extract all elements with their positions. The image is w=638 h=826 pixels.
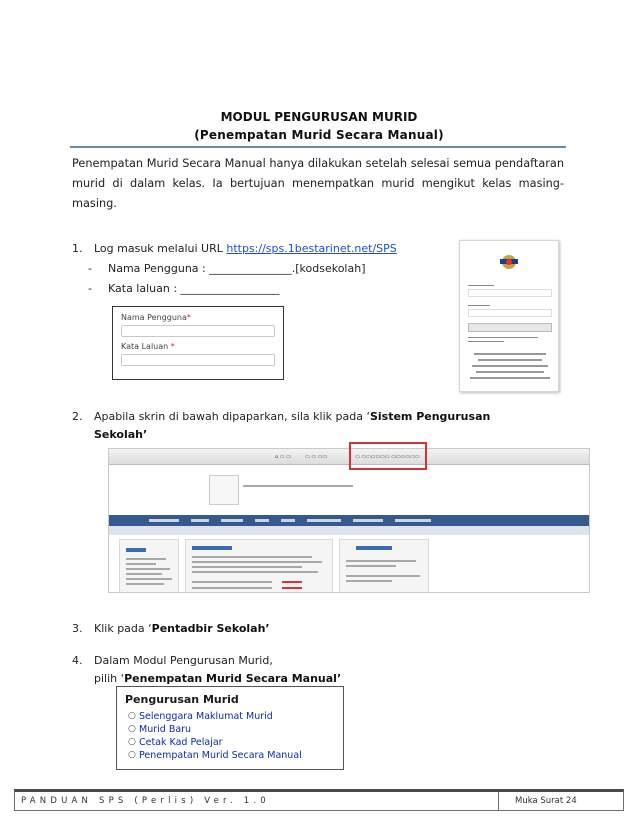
step-4-continued — [94, 672, 341, 685]
step-2-bold-continued: Sekolah’ — [94, 428, 148, 441]
step-4-text: Dalam Modul Pengurusan Murid, — [94, 654, 273, 667]
step-2-text: Apabila skrin di bawah dipaparkan, sila klik pada ‘ — [94, 410, 370, 423]
step-3-bold: Pentadbir Sekolah’ — [151, 622, 270, 635]
footer-guide-title: PANDUAN SPS (Perlis) Ver. 1.0 — [21, 796, 270, 806]
sps-url-link[interactable]: https://sps.1bestarinet.net/SPS — [226, 242, 397, 255]
portal-announcement-panel — [339, 539, 429, 593]
school-logo-placeholder — [209, 475, 239, 505]
step-4-bold: Penempatan Murid Secara Manual’ — [124, 672, 342, 685]
menu-item-penempatan-manual[interactable]: ○ Penempatan Murid Secara Manual — [128, 750, 302, 761]
step-4-text-continued: pilih ‘ — [94, 672, 125, 685]
step-1 — [72, 242, 397, 255]
menu-item-murid-baru[interactable]: ○ Murid Baru — [128, 724, 192, 735]
step-3 — [72, 622, 270, 635]
step-2-bold: Sistem Pengurusan — [369, 410, 491, 423]
document-subtitle: (Penempatan Murid Secara Manual) — [194, 128, 444, 142]
portal-left-panel — [119, 539, 179, 593]
intro-paragraph: Penempatan Murid Secara Manual hanya dilakukan setelah selesai semua pendaftaran murid di dalam kelas. Ia bertujuan menempatkan murid mengikut kelas masing-masing. — [72, 157, 564, 210]
portal-sub-bar — [109, 526, 590, 535]
menu-item-selenggara[interactable]: ○ Selenggara Maklumat Murid — [128, 711, 273, 722]
step-3-number: 3. — [72, 622, 83, 635]
menu-item-cetak-kad[interactable]: ○ Cetak Kad Pelajar — [128, 737, 223, 748]
page-footer — [14, 789, 624, 811]
step-1-text: Log masuk melalui URL — [94, 242, 227, 255]
step-2-number: 2. — [72, 410, 83, 423]
step-2 — [72, 410, 490, 423]
password-field — [121, 354, 275, 366]
ministry-emblem-icon — [497, 253, 521, 271]
step-2-continued — [94, 428, 147, 441]
password-instruction: Kata laluan : __________________ — [108, 282, 280, 295]
pengurusan-murid-menu — [116, 686, 344, 770]
step-4 — [72, 654, 273, 667]
title-rule — [70, 146, 566, 148]
step-1-password-line: - Kata laluan : __________________ — [88, 282, 280, 295]
portal-top-bar: ⌂ ▭ ▭ ▭ ▭ ▭▭ ▭ ▭▭▭▭▭▭ ▭▭▭▭▭▭ — [109, 449, 590, 465]
username-field — [121, 325, 275, 337]
footer-page-number: Muka Surat 24 — [515, 796, 577, 806]
password-label: Kata Laluan * — [121, 342, 175, 351]
login-page-screenshot — [459, 240, 559, 392]
portal-news-panel — [185, 539, 333, 593]
document-title: MODUL PENGURUSAN MURID — [220, 110, 418, 124]
login-form-screenshot — [112, 306, 284, 380]
portal-nav-bar — [109, 515, 590, 526]
step-1-number: 1. — [72, 242, 83, 255]
username-label: Nama Pengguna* — [121, 313, 191, 322]
step-3-text: Klik pada ‘ — [94, 622, 152, 635]
menu-title: Pengurusan Murid — [125, 693, 239, 706]
footer-divider — [498, 792, 499, 811]
sistem-pengurusan-sekolah-highlight — [349, 442, 427, 470]
username-instruction: Nama Pengguna : _______________.[kodsekolah] — [108, 262, 366, 275]
step-1-username-line: - Nama Pengguna : _______________.[kodsekolah] — [88, 262, 366, 275]
step-4-number: 4. — [72, 654, 83, 667]
